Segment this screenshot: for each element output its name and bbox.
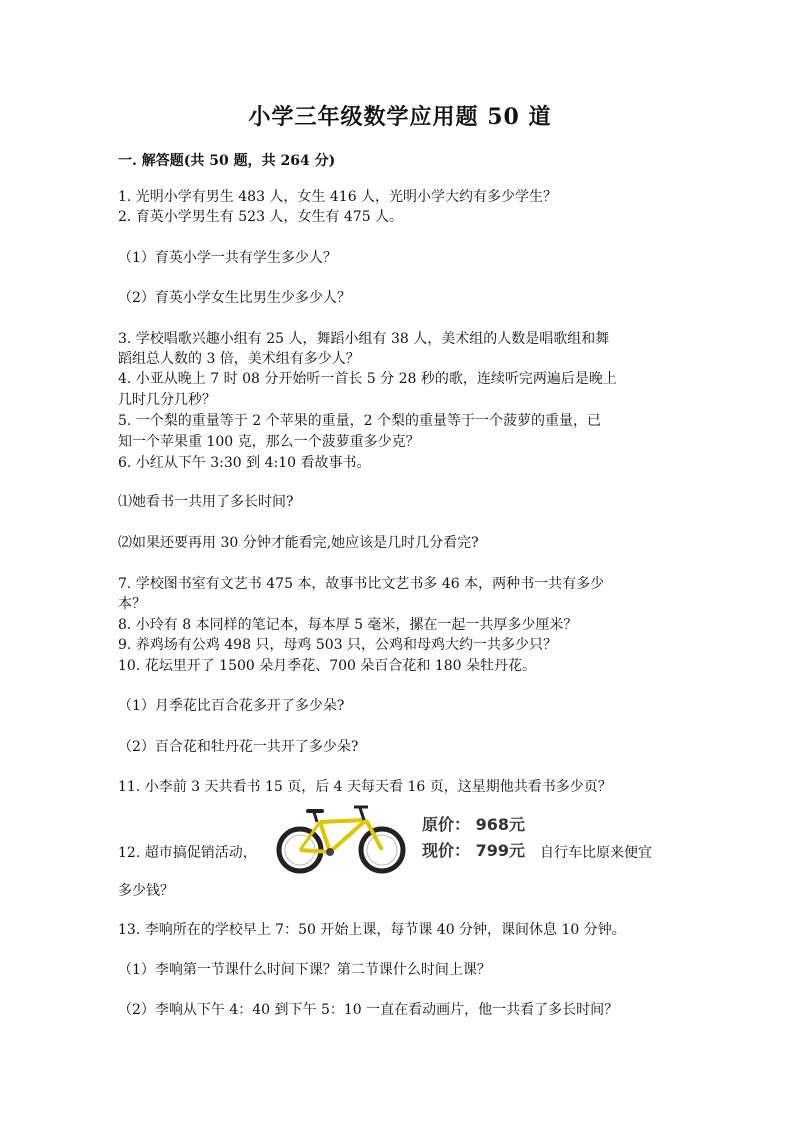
question-11: 11. 小李前 3 天共看书 15 页，后 4 天每天看 16 页，这星期他共看书多少页？ [118, 779, 612, 795]
question-3: 3. 学校唱歌兴趣小组有 25 人，舞蹈小组有 38 人，美术组的人数是唱歌组和舞 [118, 331, 610, 347]
question-12: 12. 超市搞促销活动， [118, 845, 257, 861]
bicycle-icon [272, 800, 412, 880]
question-3-cont: 蹈组总人数的 3 倍，美术组有多少人？ [118, 351, 360, 367]
question-2: 2. 育英小学男生有 523 人，女生有 475 人。 [118, 209, 404, 225]
section-heading: 一. 解答题(共 50 题，共 264 分) [118, 153, 336, 169]
question-1: 1. 光明小学有男生 483 人，女生 416 人，光明小学大约有多少学生？ [118, 189, 558, 205]
question-2-part-1: （1）育英小学一共有学生多少人？ [118, 250, 337, 266]
question-4: 4. 小亚从晚上 7 时 08 分开始听一首长 5 分 28 秒的歌，连续听完两遍后是晚上 [118, 371, 617, 387]
page-title: 小学三年级数学应用题 50 道 [248, 104, 552, 130]
question-6: 6. 小红从下午 3:30 到 4:10 看故事书。 [118, 455, 371, 471]
question-5-cont: 知一个苹果重 100 克，那么一个菠萝重多少克？ [118, 434, 420, 450]
question-7: 7. 学校图书室有文艺书 475 本，故事书比文艺书多 46 本，两种书一共有多少 [118, 576, 605, 592]
question-12-end: 多少钱？ [118, 883, 174, 899]
question-13-part-1: （1）李响第一节课什么时间下课？第二节课什么时间上课？ [118, 962, 491, 978]
question-8: 8. 小玲有 8 本同样的笔记本，每本厚 5 毫米，摞在一起一共厚多少厘米？ [118, 617, 578, 633]
question-5: 5. 一个梨的重量等于 2 个苹果的重量，2 个梨的重量等于一个菠萝的重量，已 [118, 413, 601, 429]
question-10: 10. 花坛里开了 1500 朵月季花、700 朵百合花和 180 朵牡丹花。 [118, 658, 537, 674]
question-7-cont: 本？ [118, 596, 146, 612]
question-12-cont: 自行车比原来便宜 [540, 845, 652, 861]
question-13-part-2: （2）李响从下午 4：40 到下午 5：10 一直在看动画片，他一共看了多长时间？ [118, 1002, 619, 1018]
question-6-part-2: ⑵如果还要再用 30 分钟才能看完,她应该是几时几分看完? [118, 535, 479, 551]
question-6-part-1: ⑴她看书一共用了多长时间? [118, 494, 294, 510]
bicycle-price-image [272, 800, 534, 880]
question-10-part-1: （1）月季花比百合花多开了多少朵? [118, 698, 345, 714]
question-9: 9. 养鸡场有公鸡 498 只，母鸡 503 只，公鸡和母鸡大约一共多少只？ [118, 637, 558, 653]
current-price: 现价： 799元 [422, 841, 525, 860]
question-2-part-2: （2）育英小学女生比男生少多少人？ [118, 290, 351, 306]
original-price: 原价： 968元 [422, 815, 525, 834]
question-4-cont: 几时几分几秒？ [118, 392, 216, 408]
question-10-part-2: （2）百合花和牡丹花一共开了多少朵? [118, 739, 359, 755]
question-13: 13. 李响所在的学校早上 7：50 开始上课，每节课 40 分钟，课间休息 10 分钟。 [118, 922, 626, 938]
